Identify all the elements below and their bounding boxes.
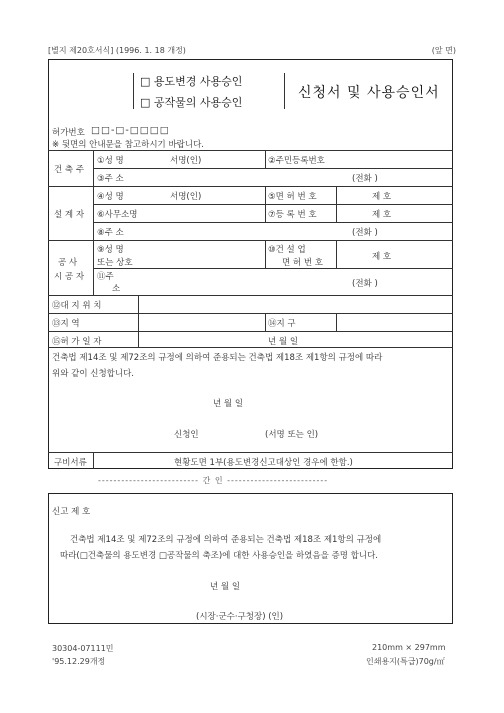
designer-office-label: ⑥사무소명 bbox=[97, 210, 138, 220]
owner-phone-field[interactable]: (전화 ) bbox=[352, 174, 378, 184]
permit-number-field[interactable]: □□-□-□□□□ bbox=[91, 125, 170, 136]
contractor-name-label-2: 또는 상호 bbox=[97, 258, 133, 268]
contractor-license-label-2: 면 허 번 호 bbox=[282, 258, 323, 268]
cut-line: -------------------------- 간 인 -------------------------- bbox=[98, 476, 329, 485]
documents-value: 현황도면 1부(용도변경신고대상인 경우에 한함.) bbox=[174, 458, 353, 468]
certificate-statement-2: 따라(□건축물의 용도변경 □공작물의 축조)에 대한 사용승인을 하였음을 증명 합니다. bbox=[60, 551, 378, 561]
paper-type: 인쇄용지(특급)70g/㎡ bbox=[366, 657, 445, 666]
designer-registration-label: ⑦등 록 번 호 bbox=[268, 210, 317, 220]
option-use-change[interactable]: □ 용도변경 사용승인 bbox=[140, 75, 243, 88]
contractor-name-label: ⑨성 명 bbox=[97, 245, 124, 255]
form-title: 신청서 및 사용승인서 bbox=[298, 85, 440, 101]
contractor-phone-field[interactable]: (전화 ) bbox=[352, 279, 378, 289]
contractor-address-label-2: 소 bbox=[112, 284, 121, 294]
owner-address-label: ③주 소 bbox=[97, 174, 124, 184]
guide-note: ※ 뒷면의 안내문을 참고하시기 바랍니다. bbox=[52, 140, 205, 150]
owner-id-label: ②주민등록번호 bbox=[268, 156, 325, 166]
paper-size: 210mm × 297mm bbox=[372, 643, 446, 652]
designer-name-label: ④성 명 bbox=[97, 192, 124, 202]
contractor-group-label-1: 공 사 bbox=[58, 258, 78, 268]
form-number: [별지 제20호서식] (1996. 1. 18 개정) bbox=[48, 46, 186, 55]
permit-date-field[interactable]: 년 월 일 bbox=[268, 337, 299, 347]
report-number: 신고 제 호 bbox=[52, 507, 91, 517]
designer-signature-field[interactable]: 서명(인) bbox=[170, 192, 202, 202]
designer-registration-field[interactable]: 제 호 bbox=[372, 210, 392, 220]
contractor-address-label: ⑪주 bbox=[97, 272, 114, 282]
certificate-date: 년 월 일 bbox=[210, 582, 241, 592]
application-statement-2: 위와 같이 신청합니다. bbox=[52, 369, 135, 379]
title-options-bracket-right bbox=[278, 73, 285, 109]
application-statement: 건축법 제14조 및 제72조의 규정에 의하여 준용되는 건축법 제18조 제1항의 규정에 따라 bbox=[52, 353, 383, 363]
owner-group-label: 건 축 주 bbox=[54, 165, 85, 175]
applicant-label: 신청인 bbox=[174, 430, 199, 440]
owner-signature-field[interactable]: 서명(인) bbox=[170, 156, 202, 166]
owner-name-label: ①성 명 bbox=[97, 156, 124, 166]
page-side-note: (앞 면) bbox=[431, 46, 456, 55]
revision-date: '95.12.29개정 bbox=[52, 657, 106, 666]
certificate-statement: 건축법 제14조 및 제72조의 규정에 의하여 준용되는 건축법 제18조 제1항의 규정에 bbox=[70, 535, 382, 545]
contractor-license-label: ⑩건 설 업 bbox=[268, 245, 306, 255]
designer-phone-field[interactable]: (전화 ) bbox=[352, 228, 378, 238]
permit-date-label: ⑮허 가 일 자 bbox=[52, 337, 102, 347]
site-location-label: ⑫대 지 위 치 bbox=[52, 301, 102, 311]
designer-group-label: 설 계 자 bbox=[54, 210, 85, 220]
form-code: 30304-07111민 bbox=[52, 644, 114, 653]
designer-license-label: ⑤면 허 번 호 bbox=[268, 192, 317, 202]
applicant-signature-field[interactable]: (서명 또는 인) bbox=[265, 430, 319, 440]
application-date[interactable]: 년 월 일 bbox=[213, 399, 244, 409]
district-label: ⑬지 역 bbox=[52, 319, 80, 329]
option-structure[interactable]: □ 공작물의 사용승인 bbox=[140, 96, 243, 109]
contractor-group-label-2: 시 공 자 bbox=[54, 272, 85, 282]
issuer-label: (시장·군수·구청장) (인) bbox=[196, 612, 284, 622]
designer-license-field[interactable]: 제 호 bbox=[372, 192, 392, 202]
permit-number-label: 허가번호 bbox=[52, 128, 85, 138]
designer-address-label: ⑧주 소 bbox=[97, 228, 124, 238]
documents-label: 구비서류 bbox=[54, 458, 87, 468]
zone-label: ⑭지 구 bbox=[268, 319, 296, 329]
contractor-license-field[interactable]: 제 호 bbox=[372, 252, 392, 262]
